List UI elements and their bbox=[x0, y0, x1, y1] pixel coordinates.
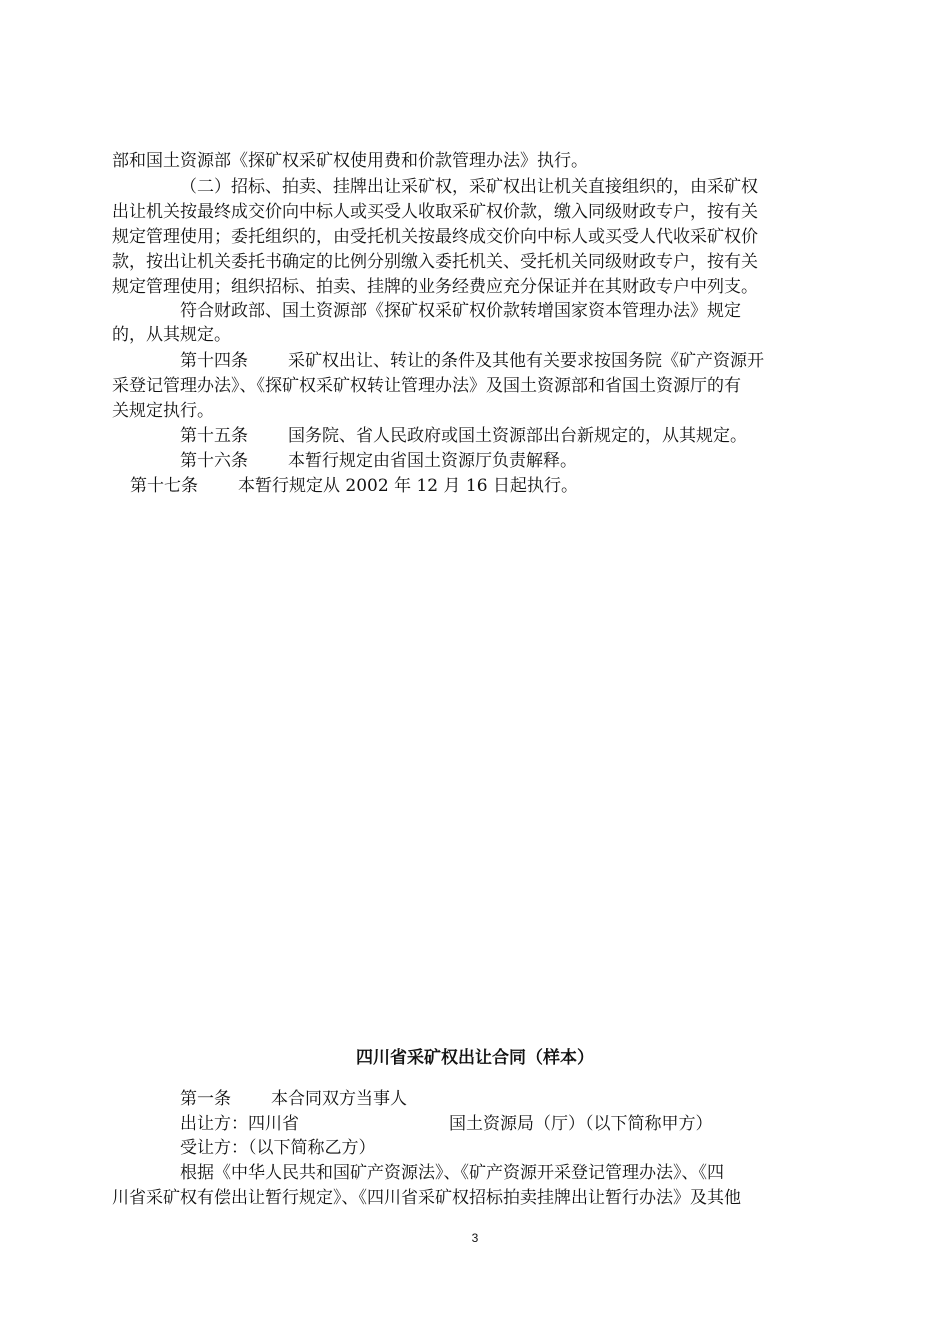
contract-article-1 bbox=[180, 1088, 407, 1110]
paragraph-line: 款，按出让机关委托书确定的比例分别缴入委托机关、受托机关同级财政专户，按有关 bbox=[112, 252, 758, 272]
paragraph-line: 根据《中华人民共和国矿产资源法》、《矿产资源开采登记管理办法》、《四 bbox=[180, 1163, 724, 1183]
paragraph-line: 规定管理使用；委托组织的，由受托机关按最终成交价向中标人或买受人代收采矿权价 bbox=[112, 227, 758, 247]
article-text: 本暂行规定由省国土资源厅负责解释。 bbox=[288, 451, 577, 471]
paragraph-line: 川省采矿权有偿出让暂行规定》、《四川省采矿权招标拍卖挂牌出让暂行办法》及其他 bbox=[112, 1188, 741, 1208]
article-number: 第十五条 bbox=[180, 426, 248, 446]
article-number: 第十六条 bbox=[180, 451, 248, 471]
article-number: 第十七条 bbox=[130, 476, 198, 496]
paragraph-line: 出让机关按最终成交价向中标人或买受人收取采矿权价款，缴入同级财政专户，按有关 bbox=[112, 202, 758, 222]
transferee-line: 受让方：（以下简称乙方） bbox=[180, 1138, 376, 1158]
transferor-rest: 国土资源局（厅）（以下简称甲方） bbox=[449, 1114, 713, 1134]
article-14 bbox=[180, 350, 764, 372]
article-15 bbox=[180, 425, 747, 447]
article-text: 本暂行规定从 2002 年 12 月 16 日起执行。 bbox=[238, 476, 578, 496]
article-text: 采矿权出让、转让的条件及其他有关要求按国务院《矿产资源开 bbox=[288, 351, 764, 371]
paragraph-line: 采登记管理办法》、《探矿权采矿权转让管理办法》及国土资源部和省国土资源厅的有 bbox=[112, 376, 741, 396]
page-number: 3 bbox=[471, 1231, 479, 1245]
paragraph-line: 的，从其规定。 bbox=[112, 325, 231, 345]
paragraph-line: 部和国土资源部《探矿权采矿权使用费和价款管理办法》执行。 bbox=[112, 151, 588, 171]
paragraph-line: 符合财政部、国土资源部《探矿权采矿权价款转增国家资本管理办法》规定 bbox=[180, 301, 741, 321]
transferor-line bbox=[180, 1113, 713, 1135]
article-text: 国务院、省人民政府或国土资源部出台新规定的，从其规定。 bbox=[288, 426, 747, 446]
article-number: 第一条 bbox=[180, 1089, 231, 1109]
article-17 bbox=[130, 475, 578, 497]
paragraph-line: （二）招标、拍卖、挂牌出让采矿权，采矿权出让机关直接组织的，由采矿权 bbox=[180, 177, 758, 197]
transferor-label: 出让方：四川省 bbox=[180, 1114, 299, 1134]
paragraph-line: 关规定执行。 bbox=[112, 401, 214, 421]
contract-title: 四川省采矿权出让合同（样本） bbox=[356, 1048, 594, 1068]
paragraph-line: 规定管理使用；组织招标、拍卖、挂牌的业务经费应充分保证并在其财政专户中列支。 bbox=[112, 277, 758, 297]
article-text: 本合同双方当事人 bbox=[271, 1089, 407, 1109]
article-number: 第十四条 bbox=[180, 351, 248, 371]
article-16 bbox=[180, 450, 577, 472]
